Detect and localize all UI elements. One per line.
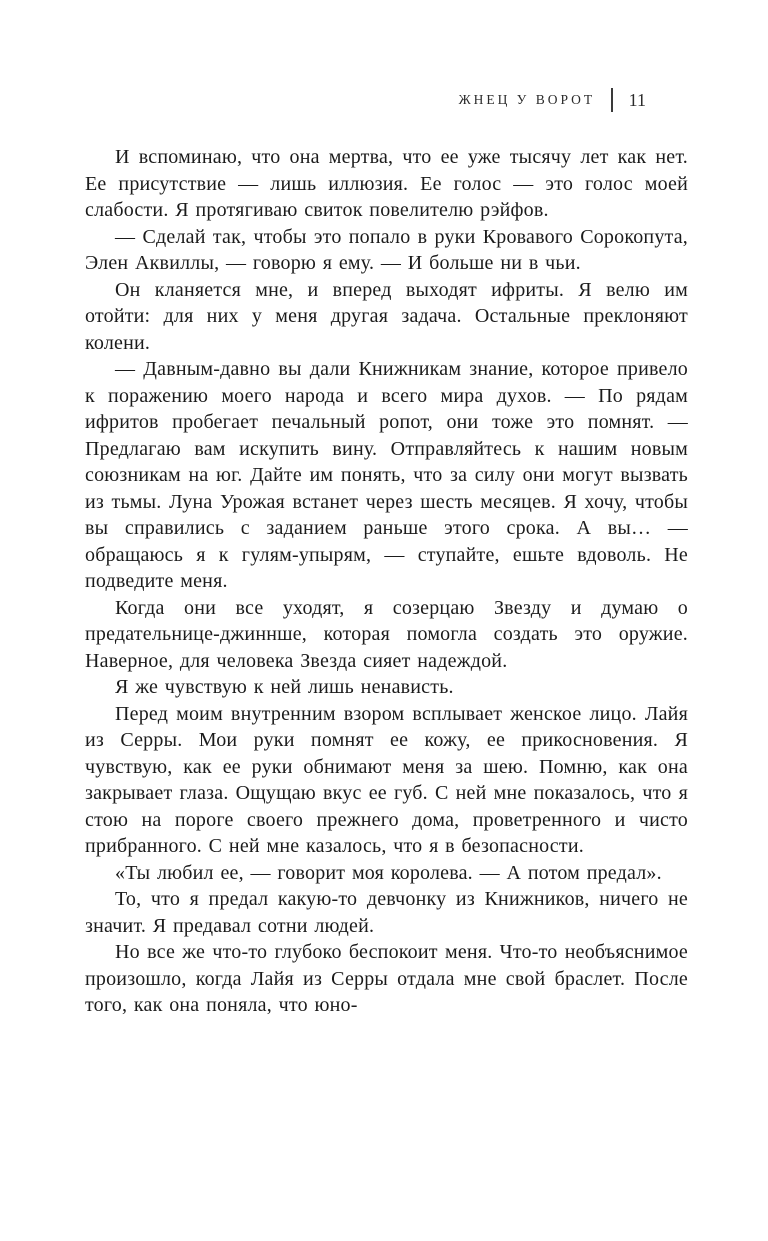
paragraph: Он кланяется мне, и вперед выходят ифриты. Я велю им отойти: для них у меня другая задача. Остальные преклоняют колени. xyxy=(85,278,688,354)
paragraph: Но все же что-то глубоко беспокоит меня. Что-то необъяснимое произошло, когда Лайя из Серры отдала мне свой браслет. После того, как она поняла, что юно- xyxy=(85,941,688,1016)
paragraph: Когда они все уходят, я созерцаю Звезду и думаю о предательнице-джиннше, которая помогла создать это оружие. Наверное, для человека Звезда сияет надеждой. xyxy=(85,596,688,672)
paragraph: — Сделай так, чтобы это попало в руки Кровавого Сорокопута, Элен Аквиллы, — говорю я ему. — И больше ни в чьи. xyxy=(85,225,688,274)
paragraph: И вспоминаю, что она мертва, что ее уже тысячу лет как нет. Ее присутствие — лишь иллюзия. Ее голос — это голос моей слабости. Я протягиваю свиток повелителю рэйфов. xyxy=(85,146,688,221)
page-number: 11 xyxy=(628,89,646,110)
paragraph: — Давным-давно вы дали Книжникам знание, которое привело к поражению моего народа и всего мира духов. — По рядам ифритов пробегает печальный ропот, они тоже это помнят. — Предлагаю вам искупить вину. Отправляйтесь к нашим новым союзникам на юг. Дайте им понять, что за силу они могут вызвать из тьмы. Луна Урожая встанет через шесть месяцев. Я хочу, чтобы вы справились с заданием раньше этого срока. А вы… — обращаюсь я к гулям-упырям, — ступайте, ешьте вдоволь. Не подведите меня. xyxy=(85,358,688,592)
paragraph: Я же чувствую к ней лишь ненависть. xyxy=(115,676,454,698)
page-body xyxy=(85,144,688,1019)
running-title: ЖНЕЦ У ВОРОТ xyxy=(458,92,596,107)
paragraph: Перед моим внутренним взором всплывает женское лицо. Лайя из Серры. Мои руки помнят ее кожу, ее прикосновения. Я чувствую, как ее руки обнимают меня за шею. Помню, как она закрывает глаза. Ощущаю вкус ее губ. С ней мне показалось, что я стою на пороге своего прежнего дома, проветренного и чисто прибранного. С ней мне казалось, что я в безопасности. xyxy=(85,702,688,857)
page-header xyxy=(85,88,688,112)
paragraph: «Ты любил ее, — говорит моя королева. — А потом предал». xyxy=(115,861,662,884)
header-divider xyxy=(611,88,613,112)
paragraph: То, что я предал какую-то девчонку из Книжников, ничего не значит. Я предавал сотни людей. xyxy=(85,888,688,937)
